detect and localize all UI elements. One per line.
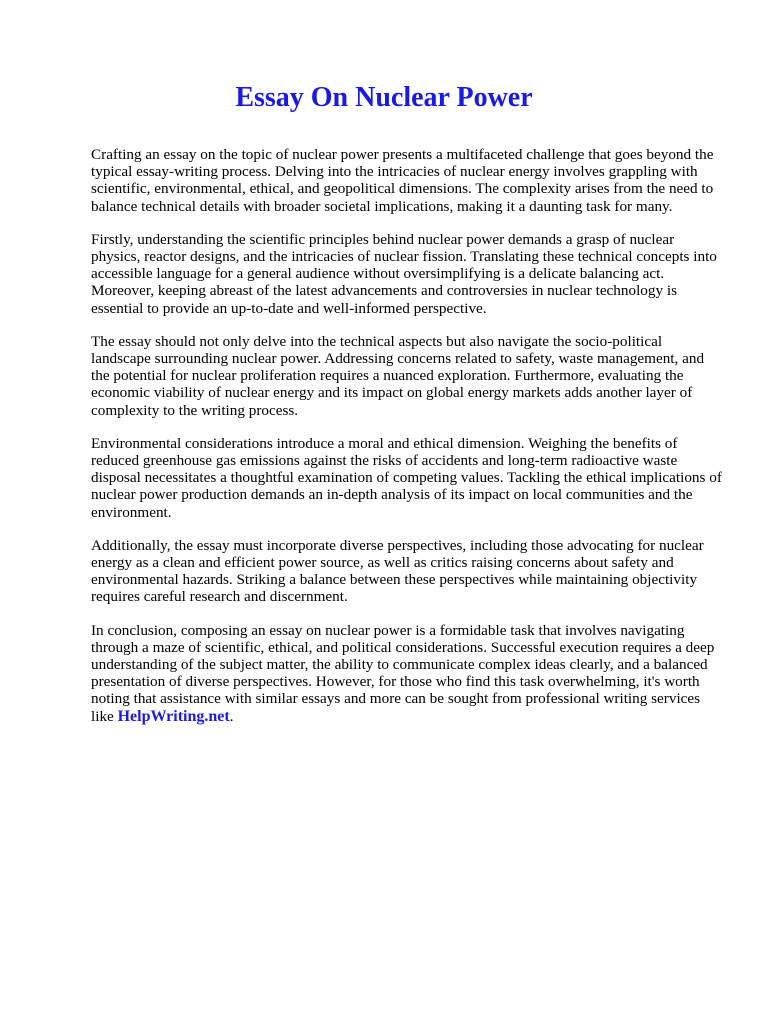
- paragraph-3: The essay should not only delve into the technical aspects but also navigate the socio-political landscape surrounding nuclear power. Addressing concerns related to safety, waste management, and the potential for nuclear proliferation requires a nuanced exploration. Furthermore, evaluating the economic viability of nuclear energy and its impact on global energy markets adds another layer of complexity to the writing process.: [91, 332, 705, 419]
- helpwriting-link[interactable]: HelpWriting.net: [117, 707, 230, 725]
- paragraph-2: Firstly, understanding the scientific principles behind nuclear power demands a grasp of nuclear physics, reactor designs, and the intricacies of nuclear fission. Translating these technical concepts into accessible language for a general audience without oversimplifying is a delicate balancing act. Moreover, keeping abreast of the latest advancements and controversies in nuclear technology is essential to provide an up-to-date and well-informed perspective.: [91, 230, 717, 317]
- conclusion-end: .: [229, 707, 234, 725]
- paragraph-4: Environmental considerations introduce a moral and ethical dimension. Weighing the benefits of reduced greenhouse gas emissions against the risks of accidents and long-term radioactive waste disposal necessitates a thoughtful examination of competing values. Tackling the ethical implications of nuclear power production demands an in-depth analysis of its impact on local communities and the environment.: [91, 434, 722, 521]
- conclusion-text: In conclusion, composing an essay on nuclear power is a formidable task that involves navigating through a maze of scientific, ethical, and political considerations. Successful execution requires a deep understanding of the subject matter, the ability to communicate complex ideas clearly, and a balanced presentation of diverse perspectives. However, for those who find this task overwhelming, it's worth noting that assistance with similar essays and more can be sought from professional writing services like: [91, 621, 715, 725]
- essay-body: [91, 146, 724, 741]
- page-title: Essay On Nuclear Power: [235, 82, 533, 113]
- conclusion-paragraph: [91, 622, 724, 725]
- paragraph-1: Crafting an essay on the topic of nuclear power presents a multifaceted challenge that goes beyond the typical essay-writing process. Delving into the intricacies of nuclear energy involves grappling with scientific, environmental, ethical, and geopolitical dimensions. The complexity arises from the need to balance technical details with broader societal implications, making it a daunting task for many.: [91, 146, 714, 215]
- paragraph-5: Additionally, the essay must incorporate diverse perspectives, including those advocating for nuclear energy as a clean and efficient power source, as well as critics raising concerns about safety and environmental hazards. Striking a balance between these perspectives while maintaining objectivity requires careful research and discernment.: [91, 536, 704, 606]
